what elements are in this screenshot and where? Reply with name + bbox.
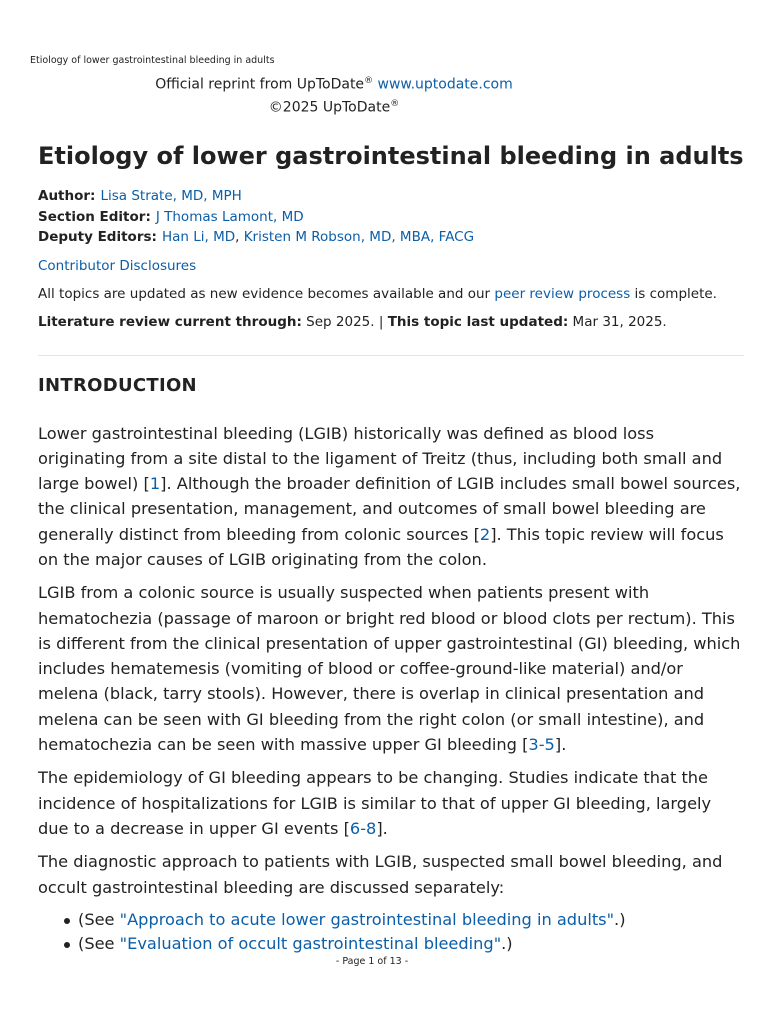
peer-review-link[interactable]: peer review process bbox=[494, 285, 631, 302]
section-editor-row bbox=[38, 207, 744, 228]
uptodate-site-link[interactable]: www.uptodate.com bbox=[377, 76, 513, 93]
reference-link[interactable]: 3-5 bbox=[528, 735, 555, 755]
deputy-editors-row bbox=[38, 227, 744, 248]
section-editor-link[interactable]: J Thomas Lamont, MD bbox=[155, 208, 304, 225]
review-dates bbox=[38, 312, 744, 332]
paragraph-text: LGIB from a colonic source is usually suspected when patients present with hematochezia (passage of maroon or bright red blood or blood clots per rectum). This is different from the clinical presentation of upper gastrointestinal (GI) bleeding, which includes hematemesis (vomiting of blood or coffee-ground-like material) and/or melena (black, tarry stools). However, there is overlap in clinical presentation and melena can be seen with GI bleeding from the right colon (or small intestine), and hematochezia can be seen with massive upper GI bleeding [ bbox=[38, 583, 741, 755]
registered-mark: ® bbox=[364, 76, 374, 86]
paragraph bbox=[38, 580, 744, 757]
paragraph-text: Lower gastrointestinal bleeding (LGIB) historically was defined as blood loss originating from a site distal to the ligament of Treitz (thus, including both small and large bowel) [ bbox=[38, 423, 723, 494]
literature-review-label: Literature review current through: bbox=[38, 313, 302, 330]
page-number: - Page 1 of 13 - bbox=[335, 956, 409, 967]
section-heading: INTRODUCTION bbox=[38, 374, 197, 396]
list-item-text: (See bbox=[78, 934, 120, 954]
paragraph-text: ]. Although the broader definition of LGIB includes small bowel sources, the clinical presentation, management, and outcomes of small bowel bleeding are generally distinct from bleeding from colonic sources [ bbox=[38, 474, 741, 544]
topic-link[interactable]: "Approach to acute lower gastrointestinal bleeding in adults" bbox=[119, 909, 615, 929]
divider bbox=[38, 355, 744, 356]
author-info bbox=[38, 186, 744, 248]
author-row bbox=[38, 186, 744, 207]
reference-link[interactable]: 2 bbox=[479, 524, 491, 544]
see-also-list bbox=[38, 908, 744, 957]
paragraph: The diagnostic approach to patients with LGIB, suspected small bowel bleeding, and occult gastrointestinal bleeding are discussed separately: bbox=[38, 852, 723, 897]
last-updated-value: Mar 31, 2025. bbox=[568, 313, 667, 330]
paragraph-text: The epidemiology of GI bleeding appears to be changing. Studies indicate that the incidence of hospitalizations for LGIB is similar to that of upper GI bleeding, largely due to a decrease in upper GI events [ bbox=[38, 768, 712, 838]
paragraph-text: ]. This topic review will focus on the major causes of LGIB originating from the colon. bbox=[38, 524, 724, 569]
deputy-editor-link-1[interactable]: Han Li, MD bbox=[161, 229, 236, 245]
reprint-notice bbox=[0, 72, 668, 117]
paragraph-text: ]. bbox=[376, 818, 388, 838]
print-header: Etiology of lower gastrointestinal bleeding in adults bbox=[30, 55, 275, 66]
section-editor-label: Section Editor: bbox=[38, 208, 151, 225]
literature-review-value: Sep 2025. | bbox=[301, 313, 388, 330]
update-note-after: is complete. bbox=[630, 285, 717, 302]
reference-link[interactable]: 1 bbox=[149, 474, 161, 494]
paragraph bbox=[38, 421, 744, 573]
list-item-text: (See bbox=[78, 909, 120, 929]
list-item bbox=[78, 932, 744, 957]
registered-mark-2: ® bbox=[390, 98, 400, 109]
list-item-text: .) bbox=[501, 934, 513, 954]
deputy-editors-label: Deputy Editors: bbox=[38, 229, 157, 245]
topic-body bbox=[38, 421, 744, 957]
contributor-disclosures-link[interactable]: Contributor Disclosures bbox=[38, 257, 197, 274]
paragraph-text: ]. bbox=[554, 735, 567, 755]
author-label: Author: bbox=[38, 188, 96, 204]
deputy-separator: , bbox=[235, 229, 244, 245]
update-note-before: All topics are updated as new evidence becomes available and our bbox=[38, 285, 495, 302]
author-link[interactable]: Lisa Strate, MD, MPH bbox=[100, 188, 242, 204]
last-updated-label: This topic last updated: bbox=[387, 313, 569, 330]
list-item bbox=[78, 908, 744, 933]
deputy-editor-link-2[interactable]: Kristen M Robson, MD, MBA, FACG bbox=[243, 229, 475, 245]
update-note bbox=[38, 284, 744, 304]
topic-content bbox=[38, 136, 744, 957]
reprint-prefix: Official reprint from UpToDate bbox=[155, 76, 365, 93]
page-title: Etiology of lower gastrointestinal bleeding in adults bbox=[38, 142, 744, 170]
paragraph bbox=[38, 765, 744, 841]
list-item-text: .) bbox=[614, 909, 626, 929]
reference-link[interactable]: 6-8 bbox=[349, 818, 377, 838]
topic-link[interactable]: "Evaluation of occult gastrointestinal bleeding" bbox=[119, 934, 502, 954]
copyright-text: ©2025 UpToDate bbox=[268, 99, 391, 116]
